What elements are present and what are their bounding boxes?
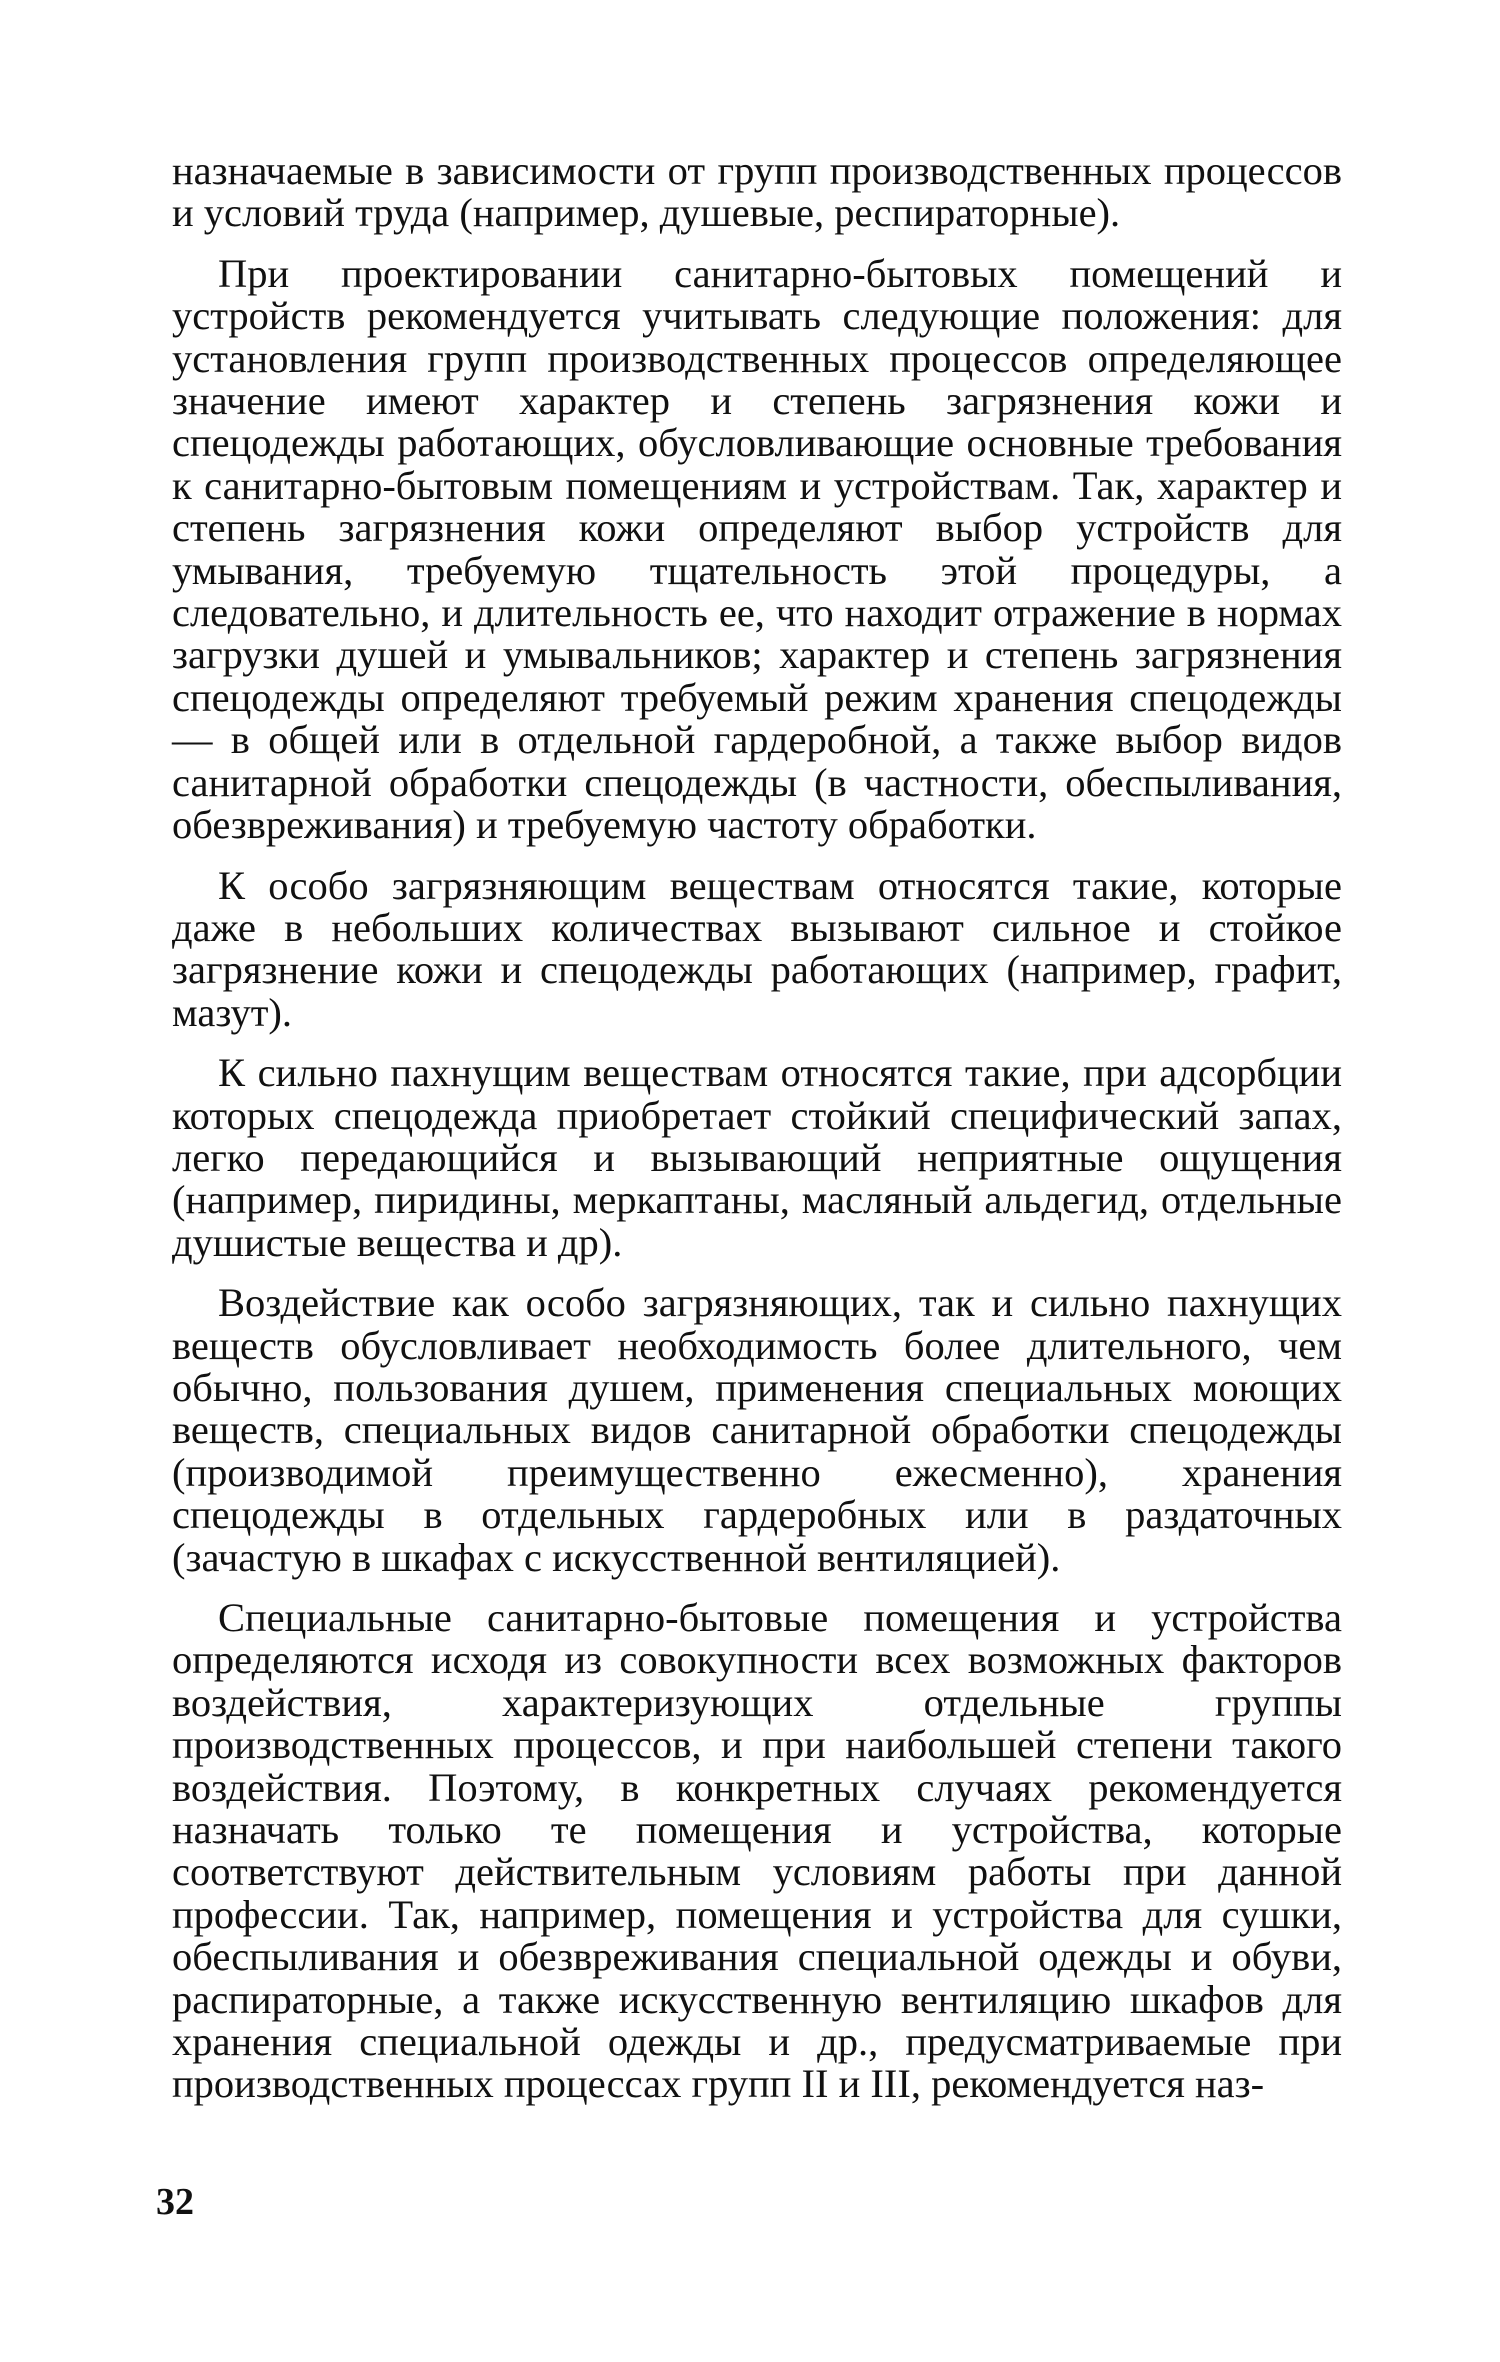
paragraph-impact: Воздействие как особо загрязняющих, так и сильно пахнущих веществ обусловливает необходимость более длительного, чем обычно, пользования душем, применения специальных моющих веществ, специальных видов санитарной обработки спецодежды (производимой преимущественно ежесменно), хранения спецодежды в отдельных гардеробных или в раздаточных (зачастую в шкафах с искусственной вентиляцией). (172, 1280, 1342, 1580)
paragraph-polluting-substances: К особо загрязняющим веществам относятся такие, которые даже в небольших количествах вызывают сильное и стойкое загрязнение кожи и спецодежды работающих (например, графит, мазут). (172, 862, 1342, 1035)
paragraph-special-facilities: Специальные санитарно-бытовые помещения и устройства определяются исходя из совокупности всех возможных факторов воздействия, характеризующих отдельные группы производственных процессов, и при наибольшей степени такого воздействия. Поэтому, в конкретных случаях рекомендуется назначать только те помещения и устройства, которые соответствуют действительным условиям работы при данной профессии. Так, например, помещения и устройства для сушки, обеспыливания и обезвреживания специальной одежды и обуви, распираторные, а также искусственную вентиляцию шкафов для хранения специальной одежды и др., предусматриваемые при производственных процессах групп II и III, рекомендуется наз- (172, 1595, 1342, 2107)
body-text (172, 150, 1342, 2124)
paragraph-odorous-substances: К сильно пахнущим веществам относятся такие, при адсорбции которых спецодежда приобретает стойкий специфический запах, легко передающийся и вызывающий неприятные ощущения (например, пиридины, меркаптаны, масляный альдегид, отдельные душистые вещества и др). (172, 1050, 1342, 1265)
paragraph-continuation: назначаемые в зависимости от групп производственных процессов и условий труда (например, душевые, респираторные). (172, 148, 1342, 236)
page-number: 32 (156, 2181, 194, 2223)
paragraph-design-provisions: При проектировании санитарно-бытовых помещений и устройств рекомендуется учитывать следующие положения: для установления групп производственных процессов определяющее значение имеют характер и степень загрязнения кожи и спецодежды работающих, обусловливающие основные требования к санитарно-бытовым помещениям и устройствам. Так, характер и степень загрязнения кожи определяют выбор устройств для умывания, требуемую тщательность этой процедуры, а следовательно, и длительность ее, что находит отражение в нормах загрузки душей и умывальников; характер и степень загрязнения спецодежды определяют требуемый режим хранения спецодежды — в общей или в отдельной гардеробной, а также выбор видов санитарной обработки спецодежды (в частности, обеспыливания, обезвреживания) и требуемую частоту обработки. (172, 250, 1342, 848)
